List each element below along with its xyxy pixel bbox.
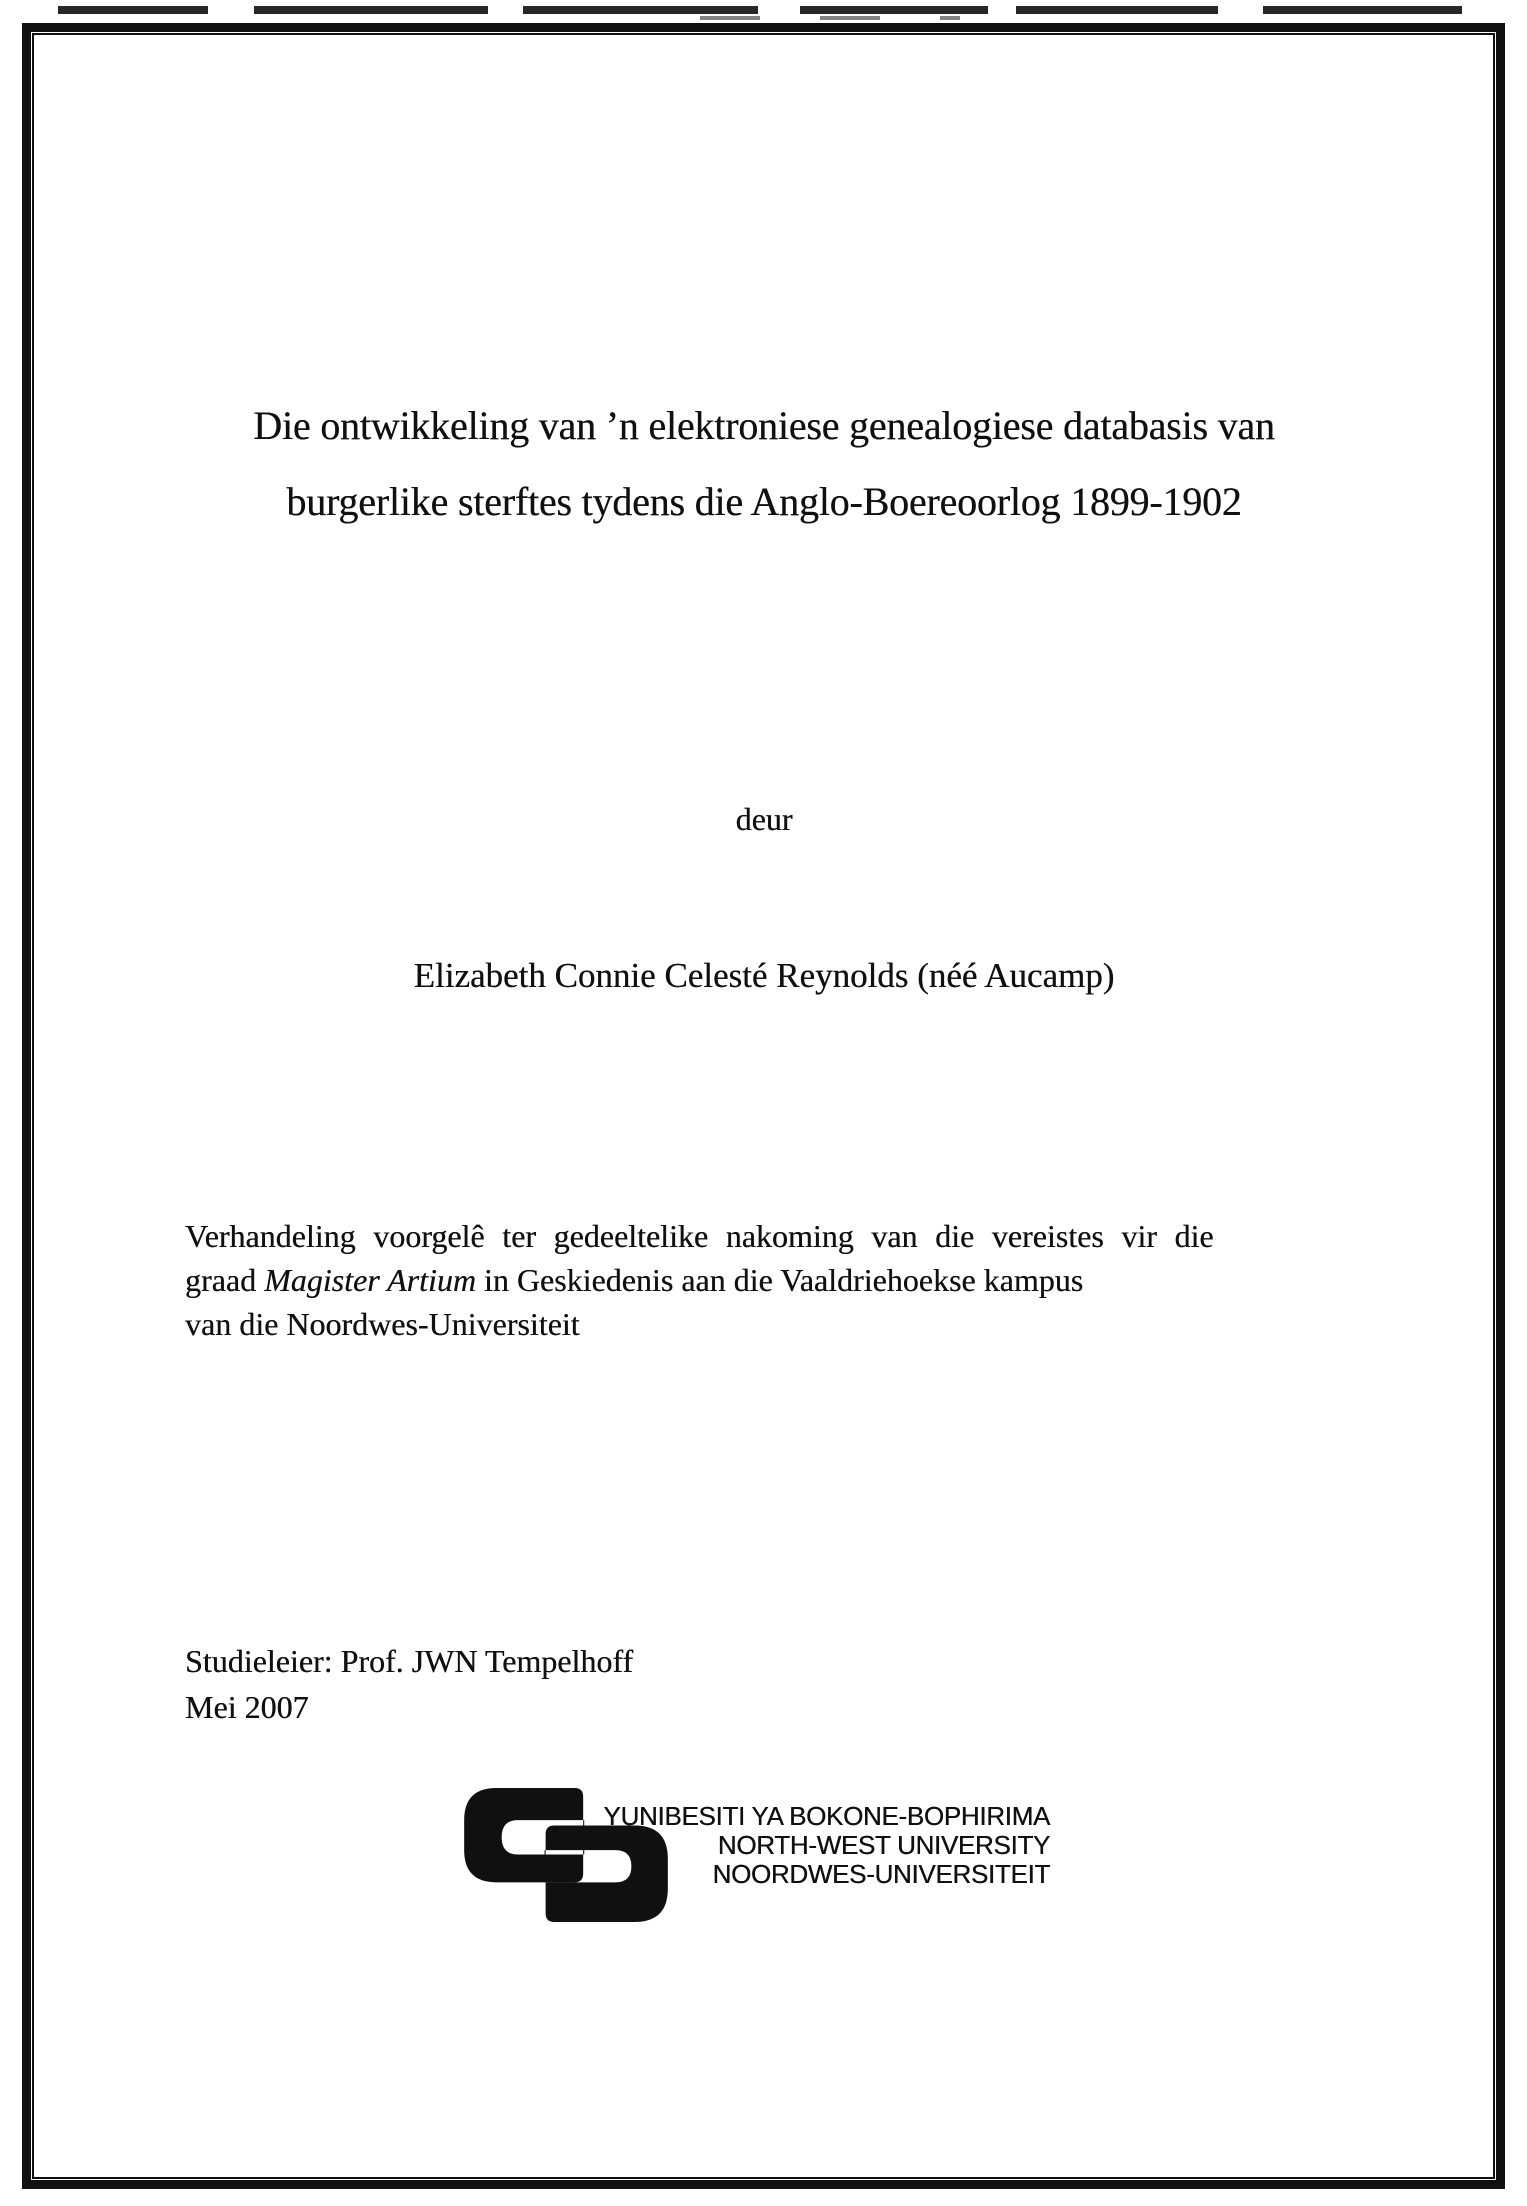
degree-name-italic: Magister Artium bbox=[264, 1262, 476, 1298]
byline-label: deur bbox=[735, 801, 793, 837]
degree-statement-line-2-suffix: in Geskiedenis aan die Vaaldriehoekse kampus bbox=[475, 1262, 1084, 1298]
degree-statement-line-2-prefix: graad bbox=[185, 1262, 265, 1298]
author-name: Elizabeth Connie Celesté Reynolds (néé Aucamp) bbox=[413, 956, 1115, 995]
university-name-lines bbox=[603, 1802, 1050, 1889]
degree-statement-line-3: van die Noordwes-Universiteit bbox=[185, 1306, 580, 1342]
thesis-title-line-1: Die ontwikkeling van ’n elektroniese genealogiese databasis van bbox=[253, 403, 1275, 448]
supervisor-line: Studieleier: Prof. JWN Tempelhoff bbox=[185, 1643, 634, 1679]
university-name-afrikaans: NOORDWES-UNIVERSITEIT bbox=[712, 1859, 1050, 1889]
degree-statement-line-1: Verhandeling voorgelê ter gedeeltelike nakoming van die vereistes vir die bbox=[185, 1218, 1214, 1254]
university-name-setswana: YUNIBESITI YA BOKONE-BOPHIRIMA bbox=[603, 1801, 1050, 1831]
thesis-title-line-2: burgerlike sterftes tydens die Anglo-Boereoorlog 1899-1902 bbox=[286, 479, 1242, 524]
university-name-english: NORTH-WEST UNIVERSITY bbox=[717, 1830, 1050, 1860]
date-line: Mei 2007 bbox=[185, 1689, 309, 1725]
